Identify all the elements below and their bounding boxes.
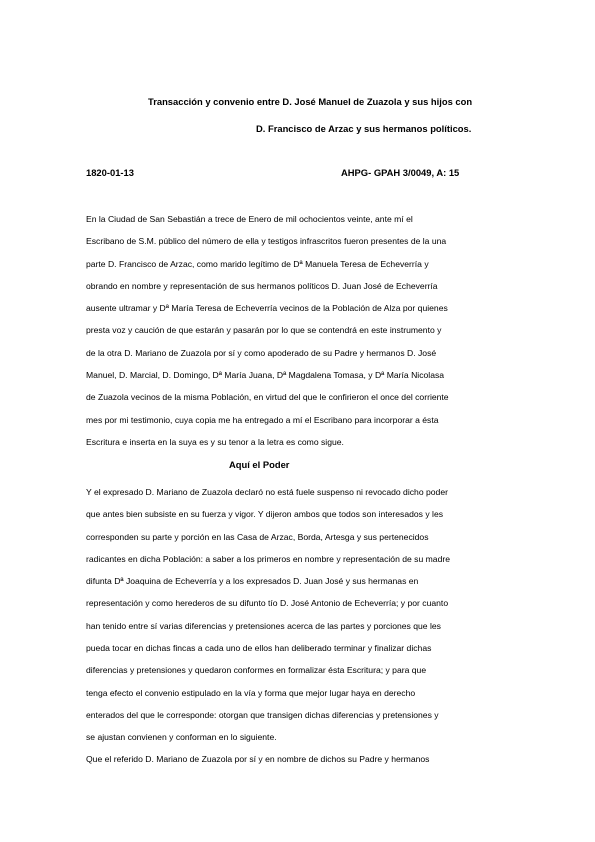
paragraph-line: tenga efecto el convenio estipulado en la vía y forma que mejor lugar haya en derecho (86, 687, 416, 698)
paragraph-line: han tenido entre sí varias diferencias y pretensiones acerca de las partes y porciones que les (86, 620, 441, 631)
paragraph-line: diferencias y pretensiones y quedaron conformes en formalizar ésta Escritura; y para que (86, 665, 427, 676)
paragraph-line: que antes bien subsiste en su fuerza y vigor. Y dijeron ambos que todos son interesados y les (86, 509, 444, 520)
paragraph-line: radicantes en dicha Población: a saber a los primeros en nombre y representación de su madre (86, 553, 451, 564)
paragraph-agreement (86, 748, 511, 770)
paragraph-line: pueda tocar en dichas fincas a cada uno de ellos han deliberado terminar y finalizar dichas (86, 643, 432, 654)
paragraph-line: Que el referido D. Mariano de Zuazola por sí y en nombre de dichos su Padre y hermanos (86, 754, 430, 764)
paragraph-line: se ajustan convienen y conforman en lo siguiente. (86, 732, 277, 743)
paragraph-line: ausente ultramar y Dª María Teresa de Echeverría vecinos de la Población de Alza por quienes (86, 303, 448, 314)
document-title-line1: Transacción y convenio entre D. José Manuel de Zuazola y sus hijos con (148, 96, 473, 107)
paragraph-line: de Zuazola vecinos de la misma Población, en virtud del que le confirieron el once del corriente (86, 392, 449, 403)
paragraph-line: difunta Dª Joaquina de Echeverría y a los expresados D. Juan José y sus hermanas en (86, 576, 419, 587)
paragraph-line: parte D. Francisco de Arzac, como marido legítimo de Dª Manuela Teresa de Echeverría y (86, 258, 429, 269)
paragraph-line: Escribano de S.M. público del número de ella y testigos infrascritos fueron presentes de la una (86, 236, 447, 247)
paragraph-line: de la otra D. Mariano de Zuazola por sí y como apoderado de su Padre y hermanos D. José (86, 347, 437, 358)
paragraph-line: Manuel, D. Marcial, D. Domingo, Dª María Juana, Dª Magdalena Tomasa, y Dª María Nicolasa (86, 370, 445, 381)
paragraph-intro (86, 208, 511, 453)
paragraph-line: mes por mi testimonio, cuya copia me ha entregado a mí el Escribano para incorporar a ésta (86, 414, 439, 425)
document-title-line2: D. Francisco de Arzac y sus hermanos políticos. (256, 123, 472, 134)
paragraph-line: corresponden su parte y porción en las Casa de Arzac, Borda, Artesga y sus pertenecidos (86, 531, 429, 542)
paragraph-line: En la Ciudad de San Sebastián a trece de Enero de mil ochocientos veinte, ante mí el (86, 214, 413, 224)
section-heading-poder: Aquí el Poder (229, 459, 290, 470)
paragraph-line: Y el expresado D. Mariano de Zuazola declaró no está fuele suspenso ni revocado dicho poder (86, 487, 448, 497)
paragraph-line: representación y como herederos de su difunto tío D. José Antonio de Echeverría; y por cuanto (86, 598, 449, 609)
paragraph-declaration (86, 481, 511, 749)
archive-reference: AHPG- GPAH 3/0049, A: 15 (341, 167, 460, 178)
paragraph-line: enterados del que le corresponde: otorgan que transigen dichas diferencias y pretensiones y (86, 709, 439, 720)
paragraph-line: Escritura e inserta en la suya es y su tenor a la letra es como sigue. (86, 436, 344, 447)
paragraph-line: obrando en nombre y representación de sus hermanos políticos D. Juan José de Echeverría (86, 280, 438, 291)
paragraph-line: presta voz y caución de que estarán y pasarán por lo que se contendrá en este instrumento y (86, 325, 442, 336)
document-date: 1820-01-13 (86, 167, 134, 178)
